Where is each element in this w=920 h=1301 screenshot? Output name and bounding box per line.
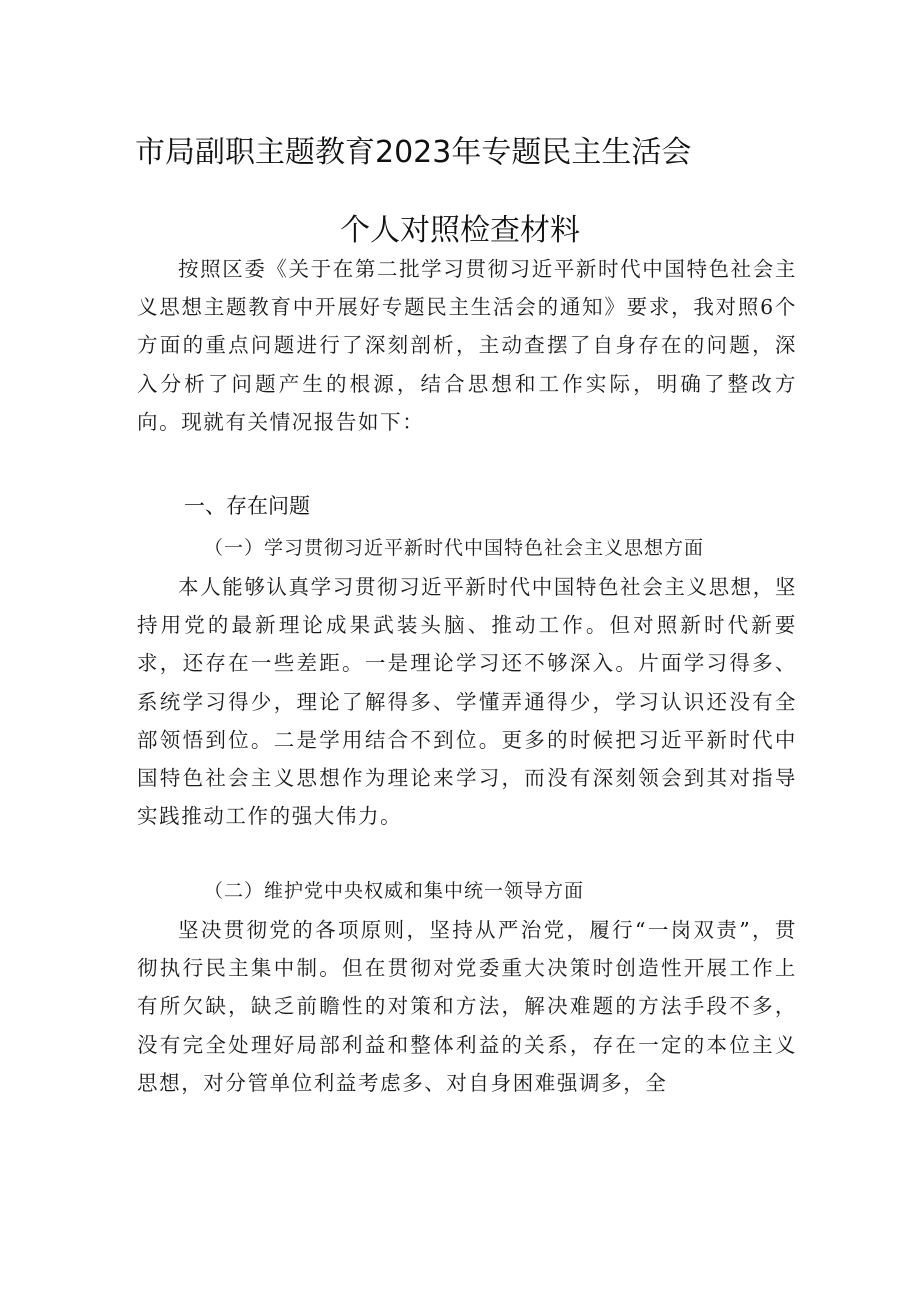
section-heading-existing-problems: 一、存在问题 [184,494,310,518]
document-title-line-2: 个人对照检查材料 [340,213,580,248]
intro-paragraph: 按照区委《关于在第二批学习贯彻习近平新时代中国特色社会主义思想主题教育中开展好专题民主生活会的通知》要求，我对照6个方面的重点问题进行了深刻剖析，主动查摆了自身存在的问题，深入分析了问题产生的根源，结合思想和工作实际，明确了整改方向。现就有关情况报告如下： [137,257,797,434]
document-title-line-1: 市局副职主题教育2023年专题民主生活会 [135,135,692,170]
subsection-heading-1: （一）学习贯彻习近平新时代中国特色社会主义思想方面 [204,537,705,559]
subsection-heading-2: （二）维护党中央权威和集中统一领导方面 [204,880,585,902]
subsection-2-paragraph: 坚决贯彻党的各项原则，坚持从严治党，履行“一岗双责”，贯彻执行民主集中制。但在贯彻对党委重大决策时创造性开展工作上有所欠缺，缺乏前瞻性的对策和方法，解决难题的方法手段不多，没有完全处理好局部利益和整体利益的关系，存在一定的本位主义思想，对分管单位利益考虑多、对自身困难强调多，全 [137,918,797,1095]
subsection-1-paragraph: 本人能够认真学习贯彻习近平新时代中国特色社会主义思想，坚持用党的最新理论成果武装头脑、推动工作。但对照新时代新要求，还存在一些差距。一是理论学习还不够深入。片面学习得多、系统学习得少，理论了解得多、学懂弄通得少，学习认识还没有全部领悟到位。二是学用结合不到位。更多的时候把习近平新时代中国特色社会主义思想作为理论来学习，而没有深刻领会到其对指导实践推动工作的强大伟力。 [137,575,797,829]
